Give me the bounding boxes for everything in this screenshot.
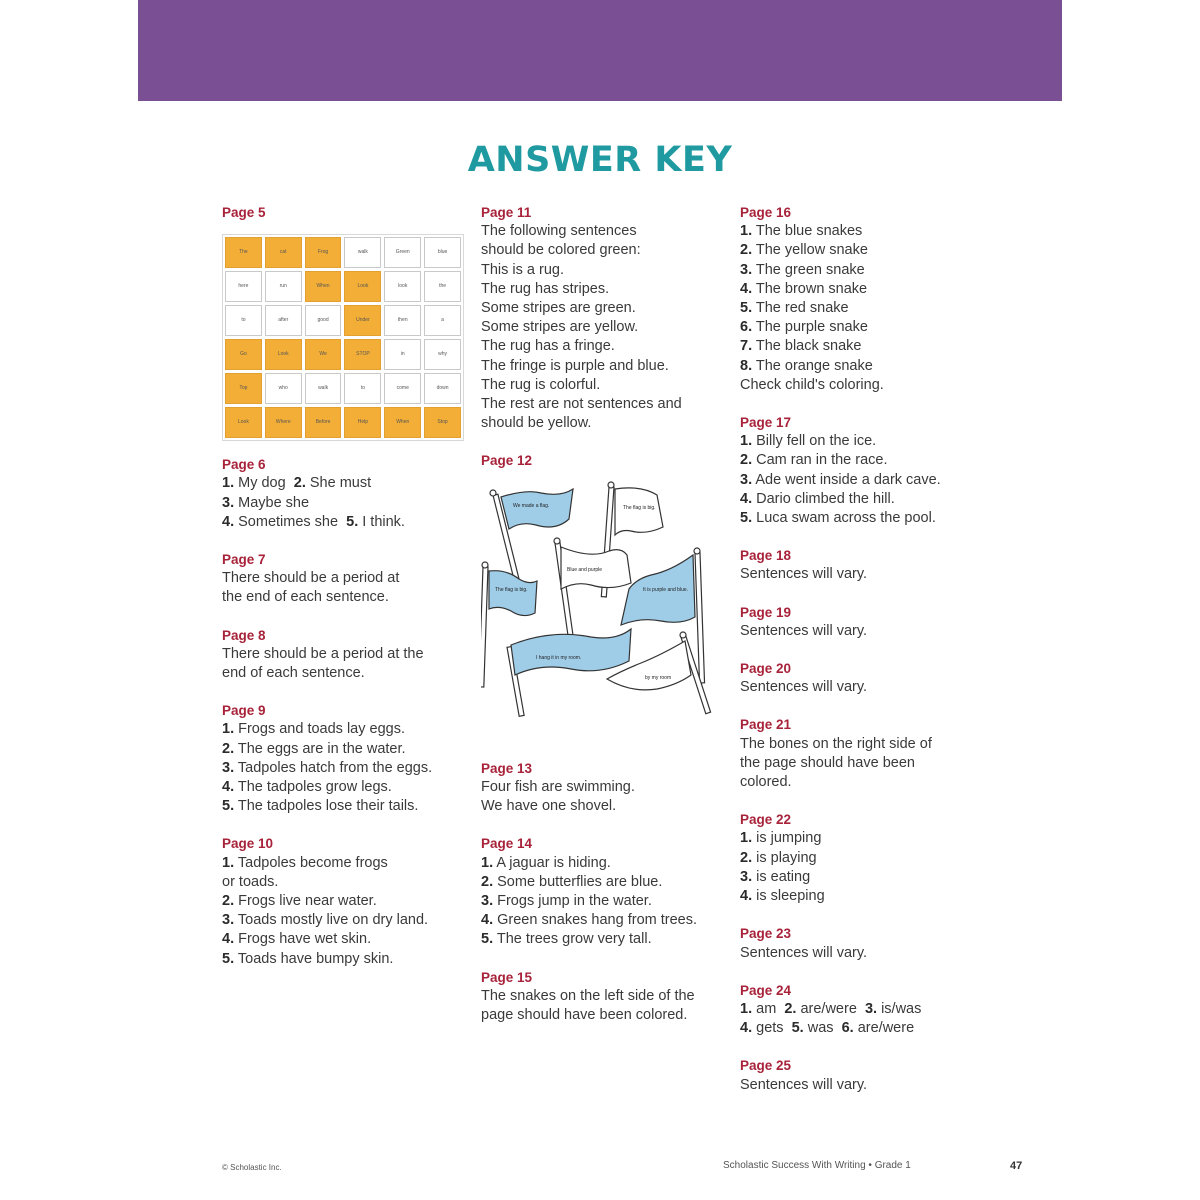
answer-line: Some stripes are yellow. (481, 319, 639, 336)
answer-line: 1. Tadpoles become frogs (222, 854, 388, 871)
grid-cell: Frog (305, 237, 342, 268)
answer-line: 2. Frogs live near water. (222, 893, 377, 910)
grid-cell: Help (344, 407, 381, 438)
answer-line: Sentences will vary. (740, 1076, 868, 1093)
answer-line: 1. am 2. are/were 3. is/was (740, 1000, 922, 1017)
grid-cell: Look (344, 271, 381, 302)
grid-cell: The (225, 237, 262, 268)
answer-line: This is a rug. (481, 261, 564, 278)
word-grid (222, 234, 464, 441)
answer-line: The rug is colorful. (481, 376, 601, 393)
section-heading: Page 9 (222, 703, 266, 719)
answer-line: The rug has stripes. (481, 280, 610, 297)
grid-cell: run (265, 271, 302, 302)
answer-line: 6. The purple snake (740, 319, 868, 336)
section-page-9 (222, 701, 462, 816)
answer-line: Check child's coloring. (740, 376, 884, 393)
grid-cell: then (384, 305, 421, 336)
section-page-19 (740, 603, 980, 641)
grid-cell: Where (265, 407, 302, 438)
answer-line: 2. Some butterflies are blue. (481, 873, 663, 890)
section-page-25 (740, 1056, 980, 1094)
section-heading: Page 24 (740, 982, 792, 998)
section-page-24 (740, 981, 980, 1039)
answer-line: There should be a period at the (222, 645, 424, 662)
section-page-18 (740, 546, 980, 584)
answer-line: The fringe is purple and blue. (481, 357, 669, 374)
flag-label: The flag is big. (623, 504, 656, 511)
answer-line: 5. The red snake (740, 300, 849, 317)
section-heading: Page 14 (481, 836, 533, 852)
column-2 (481, 203, 726, 1043)
section-heading: Page 12 (481, 453, 533, 469)
answer-line: 2. The eggs are in the water. (222, 740, 406, 757)
answer-line: 1. A jaguar is hiding. (481, 854, 611, 871)
section-heading: Page 22 (740, 812, 792, 828)
section-heading: Page 15 (481, 969, 533, 985)
grid-cell: look (384, 271, 421, 302)
section-heading: Page 23 (740, 926, 792, 942)
flag-label: We made a flag. (513, 502, 550, 509)
section-page-5 (222, 203, 462, 441)
answer-line: Sentences will vary. (740, 566, 868, 583)
answer-line: The rest are not sentences and (481, 396, 682, 413)
answer-line: The rug has a fringe. (481, 338, 615, 355)
grid-cell: to (344, 373, 381, 404)
section-page-12 (481, 451, 726, 752)
page-title: ANSWER KEY (467, 140, 733, 180)
flags-illustration (481, 479, 721, 739)
section-page-13 (481, 759, 726, 817)
section-heading: Page 16 (740, 205, 792, 220)
grid-cell: walk (344, 237, 381, 268)
section-heading: Page 20 (740, 661, 792, 677)
section-page-17 (740, 413, 980, 528)
answer-line: The bones on the right side of (740, 735, 932, 752)
grid-cell: blue (424, 237, 461, 268)
grid-cell: in (384, 339, 421, 370)
answer-line: should be yellow. (481, 415, 592, 432)
answer-line: 4. Dario climbed the hill. (740, 490, 895, 507)
grid-cell: Green (384, 237, 421, 268)
section-page-20 (740, 659, 980, 697)
grid-cell: Stop (424, 407, 461, 438)
answer-line: 4. Green snakes hang from trees. (481, 912, 698, 929)
section-page-7 (222, 550, 462, 608)
section-page-15 (481, 968, 726, 1026)
grid-cell: We (305, 339, 342, 370)
section-heading: Page 8 (222, 627, 266, 643)
answer-line: 7. The black snake (740, 338, 862, 355)
section-heading: Page 19 (740, 604, 792, 620)
section-heading: Page 25 (740, 1058, 792, 1074)
answer-line: 1. Billy fell on the ice. (740, 433, 877, 450)
flag-label: It is purple and blue. (643, 586, 689, 593)
flag-label: by my room (645, 674, 672, 681)
answer-line: 3. Tadpoles hatch from the eggs. (222, 759, 433, 776)
answer-line: 4. gets 5. was 6. are/were (740, 1020, 915, 1037)
section-heading: Page 10 (222, 836, 274, 852)
section-page-14 (481, 834, 726, 949)
grid-cell: who (265, 373, 302, 404)
answer-line: Sentences will vary. (740, 944, 868, 961)
answer-line: Sentences will vary. (740, 622, 868, 639)
section-page-10 (222, 834, 462, 968)
answer-line: 4. Frogs have wet skin. (222, 931, 372, 948)
answer-line: Four fish are swimming. (481, 779, 635, 796)
answer-line: 4. The brown snake (740, 280, 868, 297)
section-page-23 (740, 924, 980, 962)
grid-cell: good (305, 305, 342, 336)
column-1 (222, 203, 462, 987)
flag-6 (507, 629, 631, 716)
grid-cell: When (305, 271, 342, 302)
grid-cell: down (424, 373, 461, 404)
flag-label: Blue and purple (567, 566, 603, 573)
answer-line: 5. Toads have bumpy skin. (222, 950, 394, 967)
answer-line: page should have been colored. (481, 1007, 688, 1024)
section-page-16 (740, 203, 980, 395)
answer-line: 1. The blue snakes (740, 223, 863, 240)
page-number: 47 (1010, 1160, 1023, 1172)
section-heading: Page 7 (222, 552, 266, 568)
section-page-22 (740, 810, 980, 906)
grid-cell: Look (225, 407, 262, 438)
section-heading: Page 17 (740, 415, 792, 431)
answer-line: 3. is eating (740, 868, 811, 885)
grid-cell: after (265, 305, 302, 336)
flag-label: I hang it in my room. (536, 654, 582, 661)
grid-cell: Top (225, 373, 262, 404)
flag-label: The flag is big. (495, 586, 528, 593)
grid-cell: why (424, 339, 461, 370)
section-page-8 (222, 626, 462, 684)
answer-line: 5. The trees grow very tall. (481, 931, 652, 948)
answer-line: 5. Luca swam across the pool. (740, 510, 936, 527)
section-heading: Page 18 (740, 548, 792, 564)
answer-line: 4. The tadpoles grow legs. (222, 779, 392, 796)
column-3 (740, 203, 980, 1113)
answer-line: the page should have been (740, 754, 915, 771)
answer-line: the end of each sentence. (222, 589, 389, 606)
grid-cell: to (225, 305, 262, 336)
grid-cell: cat (265, 237, 302, 268)
section-heading: Page 11 (481, 205, 532, 220)
answer-line: 8. The orange snake (740, 357, 873, 374)
section-page-11 (481, 203, 726, 433)
answer-line: Some stripes are green. (481, 300, 636, 317)
answer-line: 3. Toads mostly live on dry land. (222, 912, 429, 929)
answer-line: 2. Cam ran in the race. (740, 452, 888, 469)
answer-line: 3. Maybe she (222, 494, 310, 511)
answer-line: colored. (740, 774, 792, 791)
section-heading: Page 5 (222, 205, 266, 220)
grid-cell: come (384, 373, 421, 404)
answer-line: 5. The tadpoles lose their tails. (222, 798, 419, 815)
answer-line: There should be a period at (222, 570, 400, 587)
answer-line: 4. is sleeping (740, 888, 825, 905)
grid-cell: walk (305, 373, 342, 404)
book-title: Scholastic Success With Writing • Grade 1 (723, 1160, 911, 1171)
section-heading: Page 21 (740, 717, 792, 733)
answer-line: 3. The green snake (740, 261, 865, 278)
grid-cell: Go (225, 339, 262, 370)
answer-line: 1. is jumping (740, 830, 822, 847)
grid-cell: Before (305, 407, 342, 438)
answer-line: 1. Frogs and toads lay eggs. (222, 721, 405, 738)
answer-line: 3. Frogs jump in the water. (481, 893, 652, 910)
grid-cell: When (384, 407, 421, 438)
section-heading: Page 13 (481, 760, 533, 776)
answer-line: or toads. (222, 873, 279, 890)
answer-line: 3. Ade went inside a dark cave. (740, 471, 941, 488)
copyright: © Scholastic Inc. (222, 1163, 282, 1172)
answer-line: should be colored green: (481, 242, 641, 259)
answer-line: 2. The yellow snake (740, 242, 868, 259)
answer-line: The following sentences (481, 223, 637, 240)
answer-line: 2. is playing (740, 849, 817, 866)
header-banner (138, 0, 1062, 101)
answer-line: 1. My dog 2. She must (222, 475, 372, 492)
grid-cell: the (424, 271, 461, 302)
grid-cell: STOP (344, 339, 381, 370)
grid-cell: Under (344, 305, 381, 336)
section-heading: Page 6 (222, 457, 266, 473)
answer-line: Sentences will vary. (740, 679, 868, 696)
answer-line: The snakes on the left side of the (481, 987, 695, 1004)
grid-cell: a (424, 305, 461, 336)
answer-line: We have one shovel. (481, 798, 617, 815)
answer-line: end of each sentence. (222, 665, 365, 682)
grid-cell: here (225, 271, 262, 302)
section-page-6 (222, 455, 462, 532)
grid-cell: Look (265, 339, 302, 370)
answer-key-page (138, 0, 1062, 1200)
answer-line: 4. Sometimes she 5. I think. (222, 513, 405, 530)
section-page-21 (740, 715, 980, 792)
